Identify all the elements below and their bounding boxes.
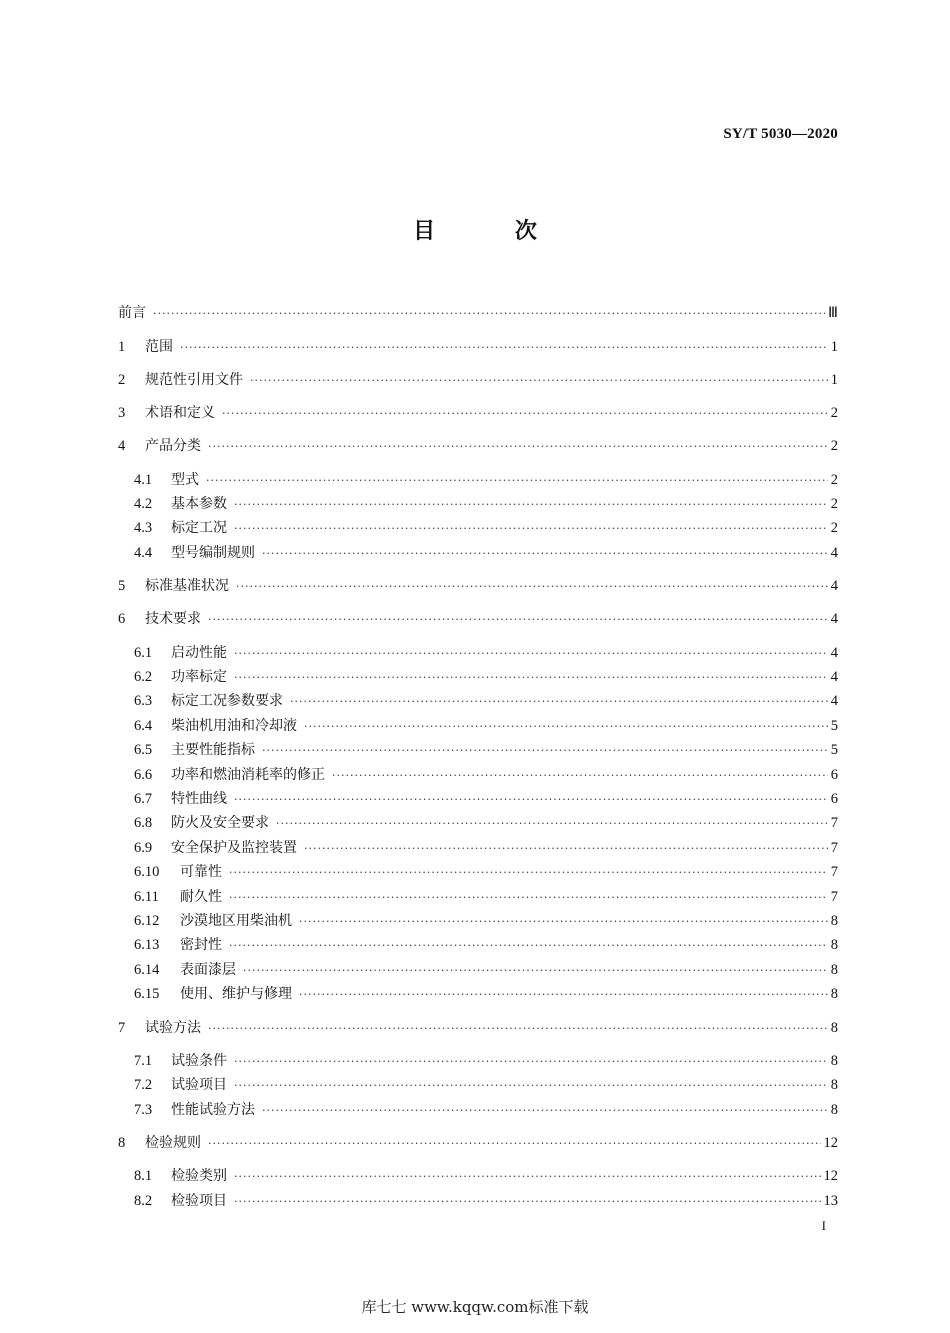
toc-entry[interactable] bbox=[134, 1100, 838, 1120]
toc-entry-page: 2 bbox=[830, 438, 838, 454]
toc-entry[interactable] bbox=[118, 1133, 838, 1153]
toc-entry-title: 功率标定 bbox=[171, 669, 227, 685]
toc-entry-number: 6.7 bbox=[134, 791, 153, 807]
toc-entry[interactable] bbox=[118, 303, 838, 323]
toc-entry-title: 试验项目 bbox=[171, 1077, 227, 1093]
toc-entry[interactable] bbox=[134, 838, 838, 858]
toc-entry-number: 5 bbox=[118, 578, 126, 594]
toc-leader-dots bbox=[180, 338, 828, 358]
toc-leader-dots bbox=[299, 985, 828, 1005]
toc-entry-title: 安全保护及监控装置 bbox=[171, 840, 297, 856]
toc-entry-page: 8 bbox=[830, 1020, 838, 1036]
toc-entry-page: 5 bbox=[830, 742, 838, 758]
toc-entry[interactable] bbox=[134, 691, 838, 711]
toc-leader-dots bbox=[243, 961, 828, 981]
toc-leader-dots bbox=[299, 912, 828, 932]
toc-entry-page: 4 bbox=[830, 645, 838, 661]
toc-entry-page: 8 bbox=[830, 962, 838, 978]
toc-entry[interactable] bbox=[134, 1051, 838, 1071]
toc-entry-number: 6.2 bbox=[134, 669, 153, 685]
toc-entry-page: 2 bbox=[830, 496, 838, 512]
toc-leader-dots bbox=[234, 1192, 821, 1212]
toc-entry-title: 技术要求 bbox=[145, 611, 201, 627]
toc-entry-page: Ⅲ bbox=[828, 305, 838, 321]
toc-entry-number: 6.1 bbox=[134, 645, 153, 661]
toc-entry-title: 防火及安全要求 bbox=[171, 815, 269, 831]
toc-entry-title: 型式 bbox=[171, 472, 199, 488]
toc-entry-number: 4.2 bbox=[134, 496, 153, 512]
toc-entry-page: 8 bbox=[830, 1077, 838, 1093]
toc-entry[interactable] bbox=[134, 862, 838, 882]
toc-entry-title: 标准基准状况 bbox=[145, 578, 229, 594]
toc-leader-dots bbox=[290, 692, 828, 712]
toc-entry-number: 6 bbox=[118, 611, 126, 627]
toc-entry-page: 2 bbox=[830, 405, 838, 421]
toc-entry-number: 8.2 bbox=[134, 1193, 153, 1209]
toc-entry[interactable] bbox=[134, 1166, 838, 1186]
toc-entry-page: 13 bbox=[823, 1193, 838, 1209]
toc-entry-number: 6.10 bbox=[134, 864, 160, 880]
toc-leader-dots bbox=[208, 1019, 828, 1039]
toc-entry-page: 7 bbox=[830, 840, 838, 856]
toc-entry[interactable] bbox=[134, 984, 838, 1004]
toc-leader-dots bbox=[262, 741, 828, 761]
toc-entry-number: 4.1 bbox=[134, 472, 153, 488]
toc-leader-dots bbox=[234, 1076, 828, 1096]
toc-leader-dots bbox=[234, 519, 828, 539]
toc-entry-page: 12 bbox=[823, 1168, 838, 1184]
toc-entry-title: 密封性 bbox=[180, 937, 222, 953]
toc-entry[interactable] bbox=[118, 436, 838, 456]
toc-entry[interactable] bbox=[134, 789, 838, 809]
toc-entry-page: 8 bbox=[830, 1102, 838, 1118]
toc-entry-page: 6 bbox=[830, 767, 838, 783]
toc-entry-number: 4 bbox=[118, 438, 126, 454]
toc-entry-number: 3 bbox=[118, 405, 126, 421]
toc-entry[interactable] bbox=[134, 740, 838, 760]
toc-leader-dots bbox=[250, 371, 828, 391]
toc-leader-dots bbox=[332, 766, 828, 786]
toc-entry-title: 试验条件 bbox=[171, 1053, 227, 1069]
toc-entry-page: 12 bbox=[823, 1135, 838, 1151]
toc-leader-dots bbox=[208, 1134, 821, 1154]
toc-entry-page: 5 bbox=[830, 718, 838, 734]
toc-entry-title: 检验规则 bbox=[145, 1135, 201, 1151]
toc-leader-dots bbox=[229, 888, 828, 908]
toc-entry-number: 2 bbox=[118, 372, 126, 388]
toc-entry-title: 特性曲线 bbox=[171, 791, 227, 807]
toc-leader-dots bbox=[234, 790, 828, 810]
toc-entry[interactable] bbox=[134, 887, 838, 907]
toc-entry[interactable] bbox=[134, 960, 838, 980]
toc-entry-number: 6.6 bbox=[134, 767, 153, 783]
toc-leader-dots bbox=[153, 304, 825, 324]
toc-entry-page: 4 bbox=[830, 545, 838, 561]
toc-entry-page: 7 bbox=[830, 815, 838, 831]
toc-entry-number: 6.12 bbox=[134, 913, 160, 929]
toc-entry-number: 7 bbox=[118, 1020, 126, 1036]
toc-entry[interactable] bbox=[134, 1191, 838, 1211]
toc-leader-dots bbox=[229, 936, 828, 956]
toc-entry-page: 8 bbox=[830, 986, 838, 1002]
toc-entry-number: 6.9 bbox=[134, 840, 153, 856]
toc-leader-dots bbox=[234, 1167, 821, 1187]
toc-entry-title: 术语和定义 bbox=[145, 405, 215, 421]
toc-entry[interactable] bbox=[134, 518, 838, 538]
toc-entry[interactable] bbox=[134, 911, 838, 931]
toc-entry-title: 表面漆层 bbox=[180, 962, 236, 978]
toc-entry-title: 检验项目 bbox=[171, 1193, 227, 1209]
toc-entry-page: 1 bbox=[830, 372, 838, 388]
toc-entry-title: 检验类别 bbox=[171, 1168, 227, 1184]
toc-leader-dots bbox=[208, 610, 828, 630]
toc-entry-title: 耐久性 bbox=[180, 889, 222, 905]
toc-entry-title: 主要性能指标 bbox=[171, 742, 255, 758]
toc-entry-title: 功率和燃油消耗率的修正 bbox=[171, 767, 325, 783]
toc-entry-page: 8 bbox=[830, 1053, 838, 1069]
toc-entry-number: 1 bbox=[118, 339, 126, 355]
toc-leader-dots bbox=[262, 1101, 828, 1121]
toc-entry-page: 4 bbox=[830, 693, 838, 709]
toc-entry[interactable] bbox=[134, 813, 838, 833]
toc-entry-page: 4 bbox=[830, 669, 838, 685]
toc-entry[interactable] bbox=[134, 543, 838, 563]
page-number: I bbox=[821, 1218, 826, 1233]
toc-entry-number: 8.1 bbox=[134, 1168, 153, 1184]
toc-entry-title: 沙漠地区用柴油机 bbox=[180, 913, 292, 929]
toc-entry-title: 使用、维护与修理 bbox=[180, 986, 292, 1002]
toc-entry-page: 1 bbox=[830, 339, 838, 355]
toc-entry-title: 基本参数 bbox=[171, 496, 227, 512]
toc-leader-dots bbox=[234, 668, 828, 688]
toc-entry-number: 6.14 bbox=[134, 962, 160, 978]
footer-watermark-text: 库七七 www.kqqw.com标准下载 bbox=[361, 1298, 589, 1316]
toc-leader-dots bbox=[304, 717, 828, 737]
toc-entry-number: 6.15 bbox=[134, 986, 160, 1002]
toc-entry-number: 7.3 bbox=[134, 1102, 153, 1118]
toc-leader-dots bbox=[234, 1052, 828, 1072]
toc-entry-page: 2 bbox=[830, 520, 838, 536]
toc-leader-dots bbox=[234, 495, 828, 515]
toc-entry-page: 7 bbox=[830, 889, 838, 905]
toc-entry-number: 4.4 bbox=[134, 545, 153, 561]
toc-leader-dots bbox=[206, 471, 828, 491]
toc-entry[interactable] bbox=[134, 716, 838, 736]
toc-leader-dots bbox=[208, 437, 828, 457]
toc-entry-number: 4.3 bbox=[134, 520, 153, 536]
toc-entry[interactable] bbox=[118, 609, 838, 629]
toc-entry-title: 可靠性 bbox=[180, 864, 222, 880]
page-title: 目 次 bbox=[413, 219, 573, 244]
toc-entry-title: 产品分类 bbox=[145, 438, 201, 454]
toc-leader-dots bbox=[236, 577, 828, 597]
toc-entry-number: 7.2 bbox=[134, 1077, 153, 1093]
toc-entry[interactable] bbox=[134, 667, 838, 687]
toc-entry-number: 6.8 bbox=[134, 815, 153, 831]
toc-entry-page: 8 bbox=[830, 937, 838, 953]
toc-entry-number: 6.4 bbox=[134, 718, 153, 734]
toc-entry-title: 型号编制规则 bbox=[171, 545, 255, 561]
toc-entry[interactable] bbox=[134, 494, 838, 514]
toc-entry-number: 6.11 bbox=[134, 889, 159, 905]
toc-leader-dots bbox=[234, 644, 828, 664]
toc-entry-page: 8 bbox=[830, 913, 838, 929]
toc-entry-page: 2 bbox=[830, 472, 838, 488]
toc-entry-page: 4 bbox=[830, 611, 838, 627]
toc-entry-number: 6.3 bbox=[134, 693, 153, 709]
toc-entry[interactable] bbox=[134, 935, 838, 955]
toc-entry-number: 6.13 bbox=[134, 937, 160, 953]
toc-entry[interactable] bbox=[118, 337, 838, 357]
toc-leader-dots bbox=[304, 839, 828, 859]
toc-leader-dots bbox=[222, 404, 828, 424]
toc-entry-page: 4 bbox=[830, 578, 838, 594]
toc-entry[interactable] bbox=[118, 370, 838, 390]
toc-leader-dots bbox=[229, 863, 828, 883]
toc-entry-title: 试验方法 bbox=[145, 1020, 201, 1036]
toc-entry[interactable] bbox=[134, 643, 838, 663]
toc-entry-number: 6.5 bbox=[134, 742, 153, 758]
toc-entry[interactable] bbox=[134, 765, 838, 785]
toc-entry[interactable] bbox=[134, 1075, 838, 1095]
toc-entry-title: 性能试验方法 bbox=[171, 1102, 255, 1118]
toc-entry-title: 标定工况参数要求 bbox=[171, 693, 283, 709]
toc-entry[interactable] bbox=[118, 1018, 838, 1038]
toc-entry-title: 规范性引用文件 bbox=[145, 372, 243, 388]
toc-entry-number: 7.1 bbox=[134, 1053, 153, 1069]
toc-leader-dots bbox=[262, 544, 828, 564]
toc-leader-dots bbox=[276, 814, 828, 834]
toc-entry[interactable] bbox=[134, 470, 838, 490]
toc-entry-number: 8 bbox=[118, 1135, 126, 1151]
toc-entry-title: 范围 bbox=[145, 339, 173, 355]
toc-entry-title: 标定工况 bbox=[171, 520, 227, 536]
toc-entry-title: 启动性能 bbox=[171, 645, 227, 661]
toc-entry-page: 6 bbox=[830, 791, 838, 807]
toc-entry[interactable] bbox=[118, 403, 838, 423]
toc-entry-title: 前言 bbox=[118, 305, 146, 321]
toc-entry[interactable] bbox=[118, 576, 838, 596]
toc-entry-title: 柴油机用油和冷却液 bbox=[171, 718, 297, 734]
standard-code: SY/T 5030—2020 bbox=[723, 126, 838, 142]
toc-entry-page: 7 bbox=[830, 864, 838, 880]
